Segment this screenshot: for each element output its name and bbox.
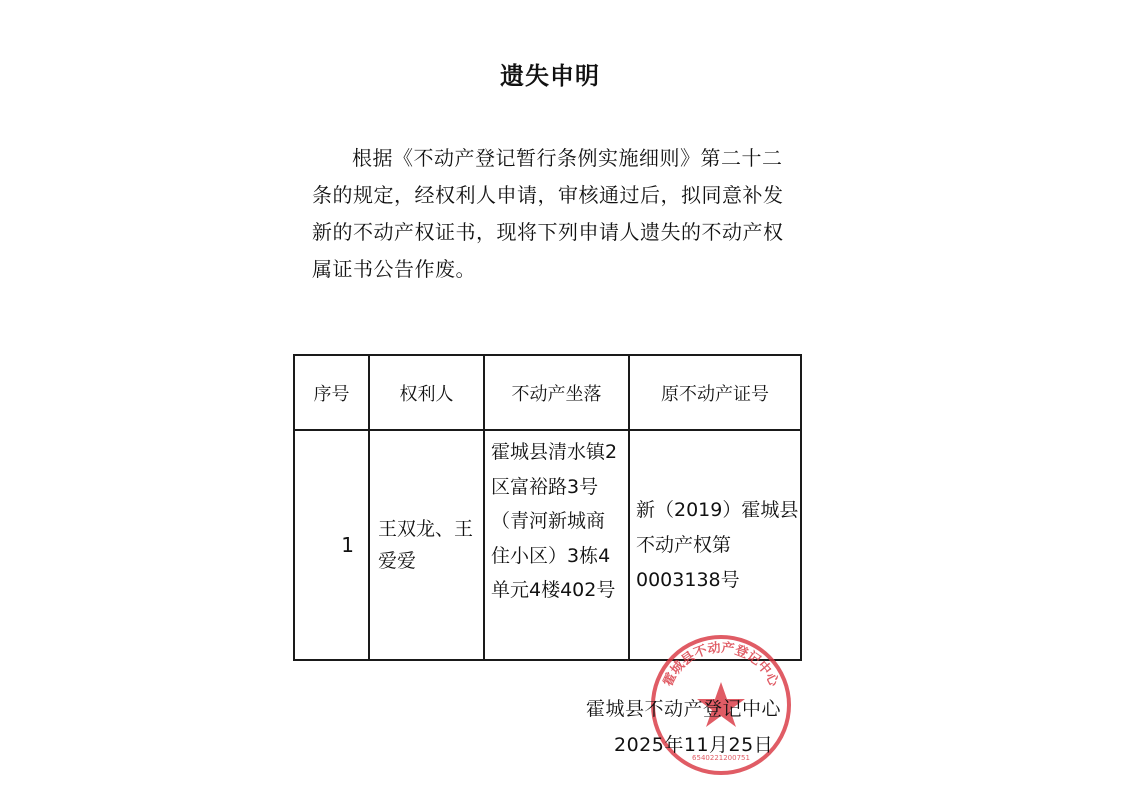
- header-seq: 序号: [294, 355, 369, 430]
- header-owner: 权利人: [369, 355, 484, 430]
- table-row: [294, 430, 801, 660]
- seal-arc-text: 霍城县不动产登记中心: [660, 640, 782, 689]
- lost-certificate-table: [293, 354, 802, 661]
- issue-date: 2025年11月25日: [614, 734, 774, 756]
- cell-owner: 王双龙、王爱爱: [369, 430, 484, 660]
- cell-cert-no: 新（2019）霍城县不动产权第0003138号: [629, 430, 801, 660]
- issuer-name: 霍城县不动产登记中心: [586, 698, 782, 720]
- table-header-row: [294, 355, 801, 430]
- header-cert-no: 原不动产证号: [629, 355, 801, 430]
- cell-seq: 1: [294, 430, 369, 660]
- notice-body: 根据《不动产登记暂行条例实施细则》第二十二条的规定，经权利人申请，审核通过后，拟同意补发新的不动产权证书，现将下列申请人遗失的不动产权属证书公告作废。: [312, 146, 784, 281]
- page-title: 遗失申明: [500, 62, 600, 90]
- cell-location: 霍城县清水镇2区富裕路3号（青河新城商住小区）3栋4单元4楼402号: [484, 430, 629, 660]
- seal-edge-digits: 6540221200751: [692, 754, 750, 762]
- header-location: 不动产坐落: [484, 355, 629, 430]
